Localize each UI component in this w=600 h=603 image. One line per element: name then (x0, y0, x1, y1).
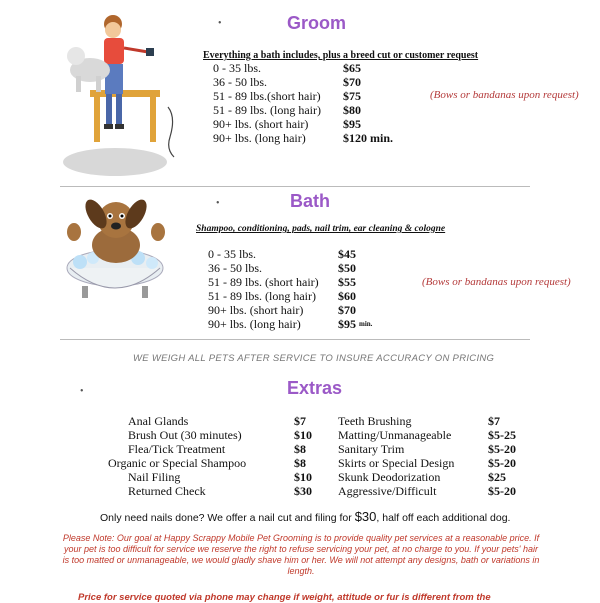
bath-price-row (208, 261, 372, 275)
extra-service-price: $7 (294, 414, 306, 428)
extra-service-name: Organic or Special Shampoo (108, 456, 247, 470)
bath-subtitle: Shampoo, conditioning, pads, nail trim, ear cleaning & cologne (196, 224, 446, 234)
weight-label: 0 - 35 lbs. (213, 61, 261, 75)
price-value: $70 (343, 75, 361, 89)
extra-service-name: Brush Out (30 minutes) (128, 428, 242, 442)
extra-service-price: $5-20 (488, 484, 516, 498)
extra-service-price: $8 (294, 456, 306, 470)
price-value: $50 (338, 261, 356, 275)
extra-service-name: Flea/Tick Treatment (128, 442, 226, 456)
policy-note: Please Note: Our goal at Happy Scrappy Mobile Pet Grooming is to provide quality pet services at a reasonable price. If your pet is too difficult for service we reserve the right to refuse servicing your pet, at no charge to you. If your pets' hair is too matted or unmanageable, we would gladly shave him or her. We will not attempt any designs, bath or variations in length. (62, 533, 540, 576)
bath-price-row (208, 317, 372, 331)
extras-row (338, 414, 538, 428)
groom-price-row (213, 117, 393, 131)
extras-bullet: • (80, 386, 84, 397)
extras-row (338, 442, 538, 456)
extras-row (338, 470, 538, 484)
weight-label: 51 - 89 lbs. (long hair) (208, 289, 316, 303)
groom-bullet: • (218, 18, 222, 29)
weight-label: 90+ lbs. (long hair) (208, 317, 301, 331)
bath-price-row (208, 247, 372, 261)
price-value: $65 (343, 61, 361, 75)
extras-title: Extras (287, 378, 343, 398)
weight-label: 0 - 35 lbs. (208, 247, 256, 261)
groom-price-row (213, 131, 393, 145)
price-value: $60 (338, 289, 356, 303)
groom-illustration (60, 12, 182, 177)
groom-price-table (213, 61, 393, 145)
price-value: $75 (343, 89, 361, 103)
extras-row (128, 442, 328, 456)
groom-title: Groom (287, 13, 347, 33)
extra-service-price: $25 (488, 470, 506, 484)
extras-row (338, 428, 538, 442)
weight-label: 51 - 89 lbs. (short hair) (208, 275, 319, 289)
price-value: $70 (338, 303, 356, 317)
groom-bows-note: (Bows or bandanas upon request) (430, 89, 579, 101)
extras-row (108, 456, 328, 470)
bath-price-table (208, 247, 372, 331)
extras-row (128, 414, 328, 428)
extras-right-column (338, 414, 538, 498)
bath-divider (60, 339, 530, 340)
bath-bows-note: (Bows or bandanas upon request) (422, 276, 571, 288)
price-value: $80 (343, 103, 361, 117)
extra-service-name: Teeth Brushing (338, 414, 412, 428)
price-value: $95 (343, 117, 361, 131)
extra-service-name: Skunk Deodorization (338, 470, 441, 484)
groom-subtitle: Everything a bath includes, plus a breed cut or customer request (203, 50, 479, 61)
extras-row (338, 484, 538, 498)
nails-offer-text: Only need nails done? We offer a nail cut and filing for (100, 512, 355, 524)
price-suffix: min. (359, 320, 373, 328)
extras-left-column (108, 414, 328, 498)
bath-title: Bath (290, 191, 330, 211)
extras-row (128, 470, 328, 484)
bath-price-row (208, 275, 372, 289)
groom-price-row (213, 61, 393, 75)
bath-bullet: • (216, 198, 220, 209)
price-value: $120 min. (343, 131, 394, 145)
extra-service-name: Aggressive/Difficult (338, 484, 437, 498)
price-value: $95 (338, 317, 356, 331)
extra-service-name: Returned Check (128, 484, 206, 498)
groom-divider (60, 186, 530, 187)
price-value: $45 (338, 247, 356, 261)
extra-service-price: $5-25 (488, 428, 516, 442)
weight-label: 90+ lbs. (short hair) (213, 117, 309, 131)
nails-offer-price: $30 (354, 509, 377, 524)
extra-service-price: $5-20 (488, 442, 516, 456)
bath-dog-illustration (60, 190, 174, 308)
weight-label: 90+ lbs. (long hair) (213, 131, 306, 145)
nails-offer (100, 509, 510, 524)
extra-service-price: $30 (294, 484, 312, 498)
extra-service-name: Nail Filing (128, 470, 181, 484)
weigh-notice: WE WEIGH ALL PETS AFTER SERVICE TO INSURE ACCURACY ON PRICING (133, 353, 495, 364)
extra-service-price: $10 (294, 428, 312, 442)
groom-price-row (213, 103, 393, 117)
extra-service-price: $8 (294, 442, 306, 456)
weight-label: 51 - 89 lbs.(short hair) (213, 89, 321, 103)
extra-service-name: Matting/Unmanageable (338, 428, 452, 442)
weight-label: 36 - 50 lbs. (213, 75, 267, 89)
extra-service-name: Sanitary Trim (338, 442, 405, 456)
extra-service-name: Anal Glands (128, 414, 189, 428)
extras-row (128, 484, 328, 498)
bath-price-row (208, 289, 372, 303)
weight-label: 90+ lbs. (short hair) (208, 303, 304, 317)
weight-label: 51 - 89 lbs. (long hair) (213, 103, 321, 117)
extra-service-price: $5-20 (488, 456, 516, 470)
extra-service-name: Skirts or Special Design (338, 456, 455, 470)
groom-price-row (213, 89, 393, 103)
phone-quote-note: Price for service quoted via phone may change if weight, attitude or fur is different from the (78, 592, 491, 603)
extra-service-price: $7 (488, 414, 500, 428)
bath-price-row (208, 303, 372, 317)
weight-label: 36 - 50 lbs. (208, 261, 262, 275)
extra-service-price: $10 (294, 470, 312, 484)
groom-price-row (213, 75, 393, 89)
extras-row (128, 428, 328, 442)
extras-row (338, 456, 538, 470)
nails-offer-tail: , half off each additional dog. (376, 512, 511, 524)
price-value: $55 (338, 275, 356, 289)
